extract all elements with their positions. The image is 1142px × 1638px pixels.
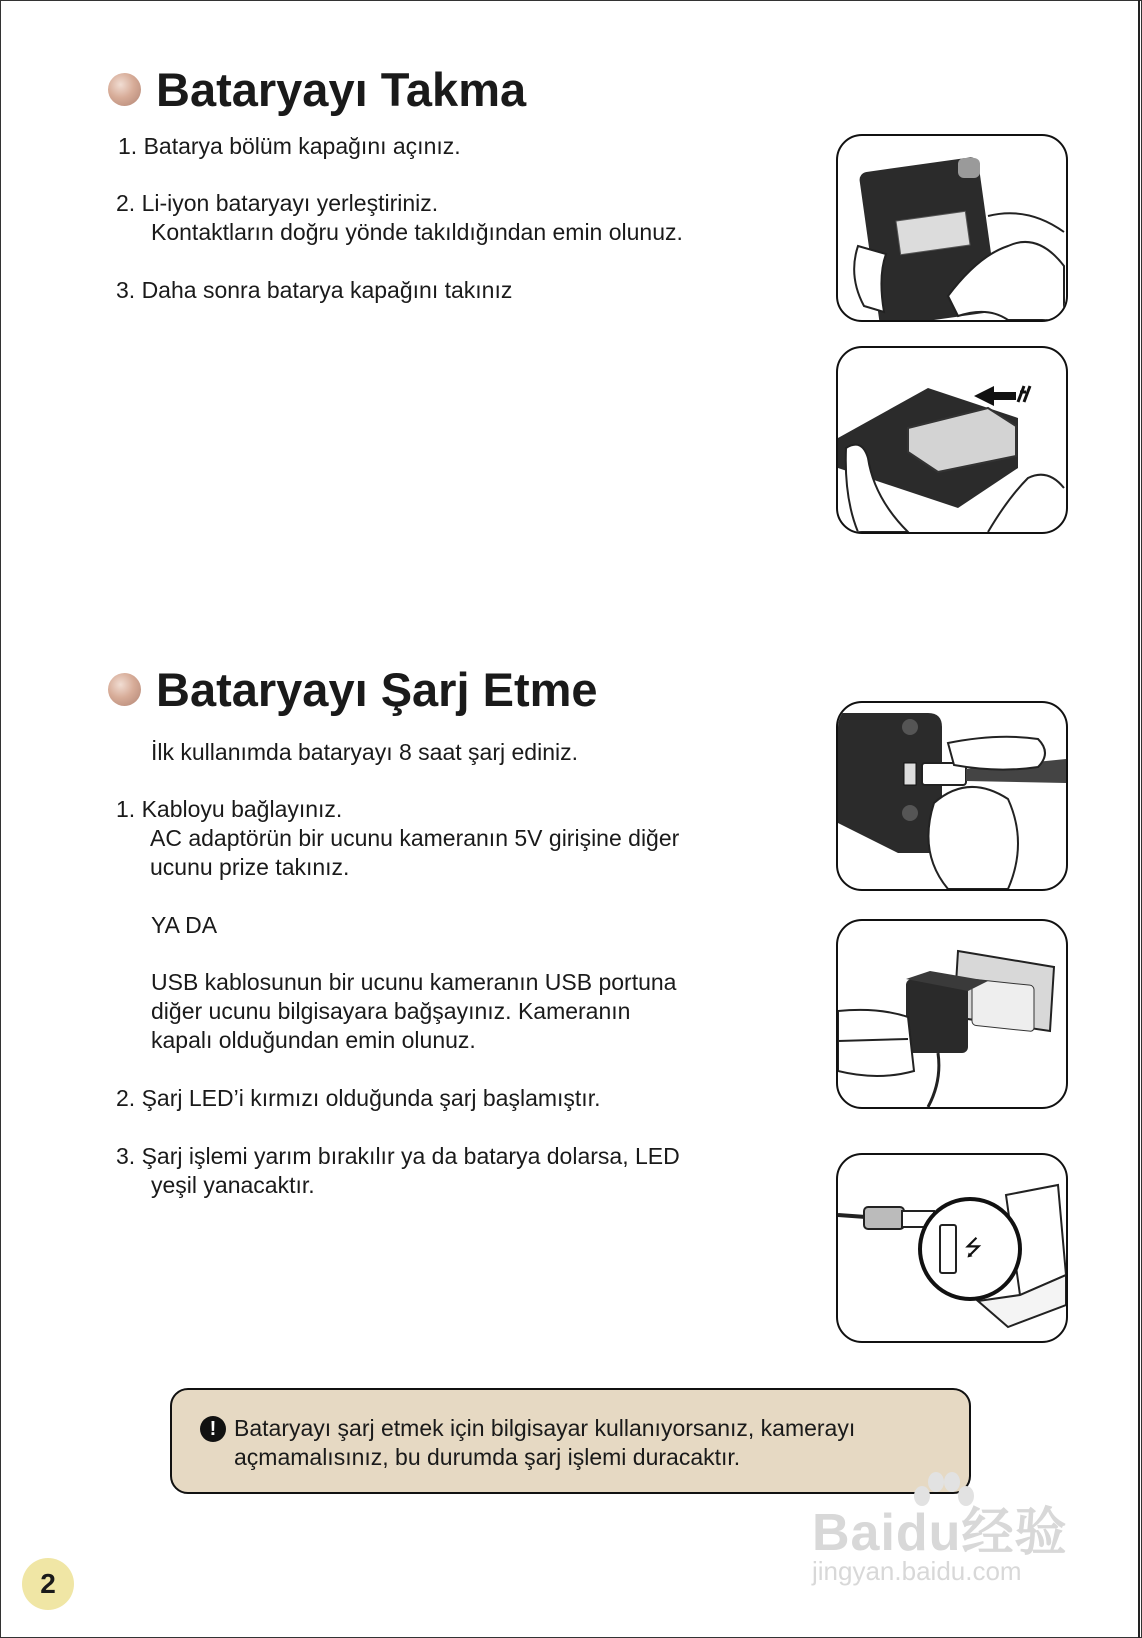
illustration-usb-laptop — [836, 1153, 1068, 1343]
section-title-insert-battery — [108, 62, 526, 117]
exclamation-icon: ! — [200, 1416, 226, 1442]
bullet-icon — [108, 673, 141, 706]
charge-usb-line-2: diğer ucunu bilgisayara bağşayınız. Kameranın — [151, 998, 631, 1024]
charge-intro: İlk kullanımda bataryayı 8 saat şarj ediniz. — [151, 739, 578, 765]
section1-title-text: Bataryayı Takma — [156, 63, 527, 116]
step-1-open-cover: 1. Batarya bölüm kapağını açınız. — [118, 133, 461, 159]
step-2-contacts-note: Kontaktların doğru yönde takıldığından emin olunuz. — [151, 219, 683, 245]
charge-step-3: 3. Şarj işlemi yarım bırakılır ya da batarya dolarsa, LED — [116, 1143, 680, 1169]
charge-usb-line-1: USB kablosunun bir ucunu kameranın USB portuna — [151, 969, 677, 995]
bullet-icon — [108, 73, 141, 106]
charge-step-3-line-2: yeşil yanacaktır. — [151, 1172, 315, 1198]
illustration-wall-adapter — [836, 919, 1068, 1109]
baidu-watermark — [812, 1470, 1082, 1590]
note-line-1: Bataryayı şarj etmek için bilgisayar kullanıyorsanız, kamerayı — [234, 1415, 856, 1441]
charge-step-1: 1. Kabloyu bağlayınız. — [116, 796, 343, 822]
section2-title-text: Bataryayı Şarj Etme — [156, 663, 598, 716]
charge-or-label: YA DA — [151, 912, 218, 938]
illustration-open-cover — [836, 134, 1068, 322]
watermark-logo: Baidu经验 — [812, 1504, 1068, 1562]
charge-usb-line-3: kapalı olduğundan emin olunuz. — [151, 1027, 476, 1053]
charge-step-2: 2. Şarj LED’i kırmızı olduğunda şarj başlamıştır. — [116, 1085, 601, 1111]
section-title-charge-battery — [108, 662, 598, 717]
step-3-close-cover: 3. Daha sonra batarya kapağını takınız — [116, 277, 513, 303]
svg-text:⭍: ⭍ — [964, 1236, 983, 1261]
charge-step-1-line-3: ucunu prize takınız. — [150, 854, 350, 880]
illustration-plug-cable — [836, 701, 1068, 891]
charge-step-1-line-2: AC adaptörün bir ucunu kameranın 5V girişine diğer — [150, 825, 680, 851]
right-edge-rule — [1138, 0, 1140, 1638]
note-line-2: açmamalısınız, bu durumda şarj işlemi duracaktır. — [234, 1444, 741, 1470]
watermark-url: jingyan.baidu.com — [812, 1556, 1022, 1586]
illustration-insert-battery — [836, 346, 1068, 534]
note-text — [234, 1414, 855, 1472]
page-number: 2 — [22, 1558, 74, 1610]
step-2-insert-battery: 2. Li-iyon bataryayı yerleştiriniz. — [116, 190, 439, 216]
